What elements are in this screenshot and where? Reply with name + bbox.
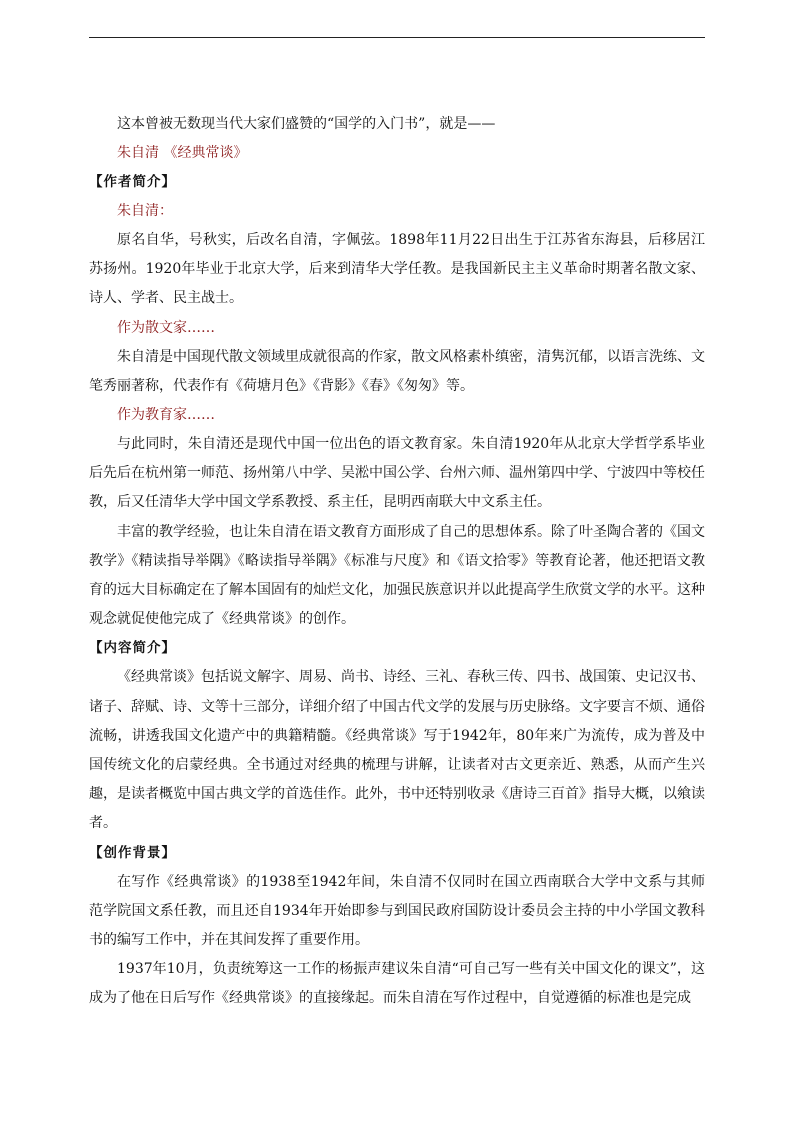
document-body [89,110,705,1014]
educator-label: 作为教育家…… [117,407,215,424]
author-heading: 【作者简介】 [89,174,176,190]
content-heading: 【内容简介】 [89,640,176,657]
background-paragraph-1: 在写作《经典常谈》的1938至1942年间，朱自清不仅同时在国立西南联合大学中文系与其师范学院国文系任教，而且还自1934年开始即参与到国民政府国防设计委员会主持的中小学国文教科书的编写工作中，并在其间发挥了重要作用。 [89,873,705,949]
background-heading: 【创作背景】 [89,844,176,861]
educator-paragraph-1: 与此同时，朱自清还是现代中国一位出色的语文教育家。朱自清1920年从北京大学哲学系毕业后先后在杭州第一师范、扬州第八中学、吴淞中国公学、台州六师、温州第四中学、宁波四中等校任教，后又任清华大学中国文学系教授、系主任，昆明西南联大中文系主任。 [89,436,705,511]
content-paragraph: 《经典常谈》包括说文解字、周易、尚书、诗经、三礼、春秋三传、四书、战国策、史记汉书、诸子、辞赋、诗、文等十三部分，详细介绍了中国古代文学的发展与历史脉络。文字要言不烦、通俗流畅，讲透我国文化遗产中的典籍精髓。《经典常谈》写于1942年，80年来广为流传，成为普及中国传统文化的启蒙经典。全书通过对经典的梳理与讲解，让读者对古文更亲近、熟悉，从而产生兴趣，是读者概览中国古典文学的首选佳作。此外，书中还特别收录《唐诗三百首》指导大概，以飨读者。 [89,669,705,832]
educator-paragraph-2: 丰富的教学经验，也让朱自清在语文教育方面形成了自己的思想体系。除了叶圣陶合著的《国文教学》《精读指导举隅》《略读指导举隅》《标准与尺度》和《语文拾零》等教育论著，他还把语文教育的远大目标确定在了解本国固有的灿烂文化，加强民族意识并以此提高学生欣赏文学的水平。这种观念就促使他完成了《经典常谈》的创作。 [89,523,705,628]
intro-line: 这本曾被无数现当代大家们盛赞的“国学的入门书”，就是—— [117,116,496,132]
author-name: 朱自清： [117,203,173,219]
essayist-label: 作为散文家…… [117,319,215,336]
author-bio: 原名自华，号秋实，后改名自清，字佩弦。1898年11月22日出生于江苏省东海县，后移居江苏扬州。1920年毕业于北京大学，后来到清华大学任教。是我国新民主主义革命时期著名散文家、诗人、学者、民主战士。 [89,232,705,307]
book-title: 朱自清 《经典常谈》 [117,145,248,161]
background-paragraph-2: 1937年10月，负责统筹这一工作的杨振声建议朱自清“可自己写一些有关中国文化的课文”，这成为了他在日后写作《经典常谈》的直接缘起。而朱自清在写作过程中，自觉遵循的标准也是完成 [89,961,705,1007]
essayist-text: 朱自清是中国现代散文领域里成就很高的作家，散文风格素朴缜密，清隽沉郁，以语言洗练、文笔秀丽著称，代表作有《荷塘月色》《背影》《春》《匆匆》等。 [89,348,705,394]
header-rule [89,37,705,38]
